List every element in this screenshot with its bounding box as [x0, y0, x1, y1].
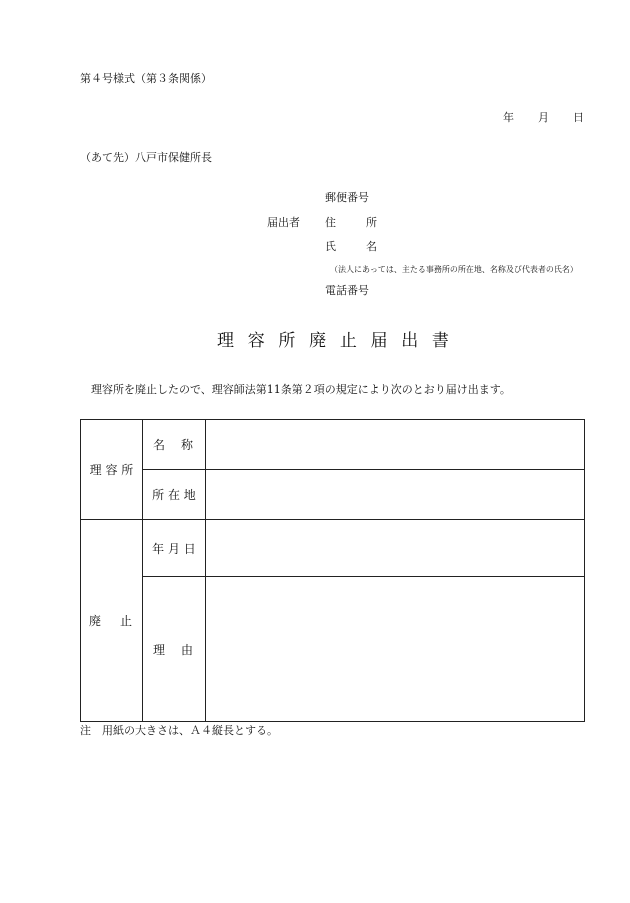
corporate-note: （法人にあっては、主たる事務所の所在地、名称及び代表者の氏名）: [330, 265, 578, 274]
name-char-1: 名: [153, 438, 166, 452]
footnote: 注 用紙の大きさは、Ａ４縦長とする。: [80, 724, 278, 737]
table-row: [81, 520, 585, 577]
addressee: （あて先）八戸市保健所長: [80, 151, 212, 164]
abolition-char-2: 止: [119, 614, 132, 628]
name-label-2: 名: [366, 240, 377, 253]
date-year-label: 年: [503, 111, 514, 124]
abolition-char-1: 廃: [89, 614, 102, 628]
phone-label: 電話番号: [325, 284, 369, 297]
title-char: 届: [370, 331, 388, 351]
name-input-cell[interactable]: [206, 420, 585, 470]
abolition-label-cell: [81, 520, 143, 722]
title-char: 理: [217, 331, 234, 351]
title-char: 止: [339, 331, 357, 351]
date-day-label: 日: [573, 111, 584, 124]
name-label-cell: [143, 420, 206, 470]
shop-label: 理 容 所: [89, 463, 134, 477]
name-label-1: 氏: [325, 240, 336, 253]
table-row: [81, 577, 585, 722]
title-char: 所: [278, 331, 296, 351]
reason-char-1: 理: [153, 642, 166, 657]
table-row: [81, 420, 585, 470]
name-char-2: 称: [180, 438, 193, 452]
intro-text: 理容所を廃止したので、理容師法第11条第２項の規定により次のとおり届け出ます。: [91, 383, 511, 396]
document-title: [217, 333, 449, 350]
location-input-cell[interactable]: [206, 470, 585, 520]
shop-label-cell: [81, 420, 143, 520]
title-char: 書: [431, 331, 449, 351]
location-label-cell: [143, 470, 206, 520]
postal-code-label: 郵便番号: [325, 191, 369, 204]
form-number: 第４号様式（第３条関係）: [80, 72, 212, 85]
address-label-1: 住: [325, 216, 336, 229]
reason-char-2: 由: [180, 642, 193, 657]
title-char: 廃: [309, 331, 327, 351]
date-input-cell[interactable]: [206, 520, 585, 577]
address-label-2: 所: [366, 216, 377, 229]
title-char: 出: [401, 331, 419, 351]
title-char: 容: [247, 331, 265, 351]
notification-table: [80, 419, 585, 722]
reason-input-cell[interactable]: [206, 577, 585, 722]
location-label: 所 在 地: [152, 488, 196, 502]
date-month-label: 月: [538, 111, 549, 124]
date-label: 年 月 日: [152, 541, 196, 556]
date-label-cell: [143, 520, 206, 577]
applicant-label: 届出者: [267, 216, 300, 229]
reason-label-cell: [143, 577, 206, 722]
table-row: [81, 470, 585, 520]
